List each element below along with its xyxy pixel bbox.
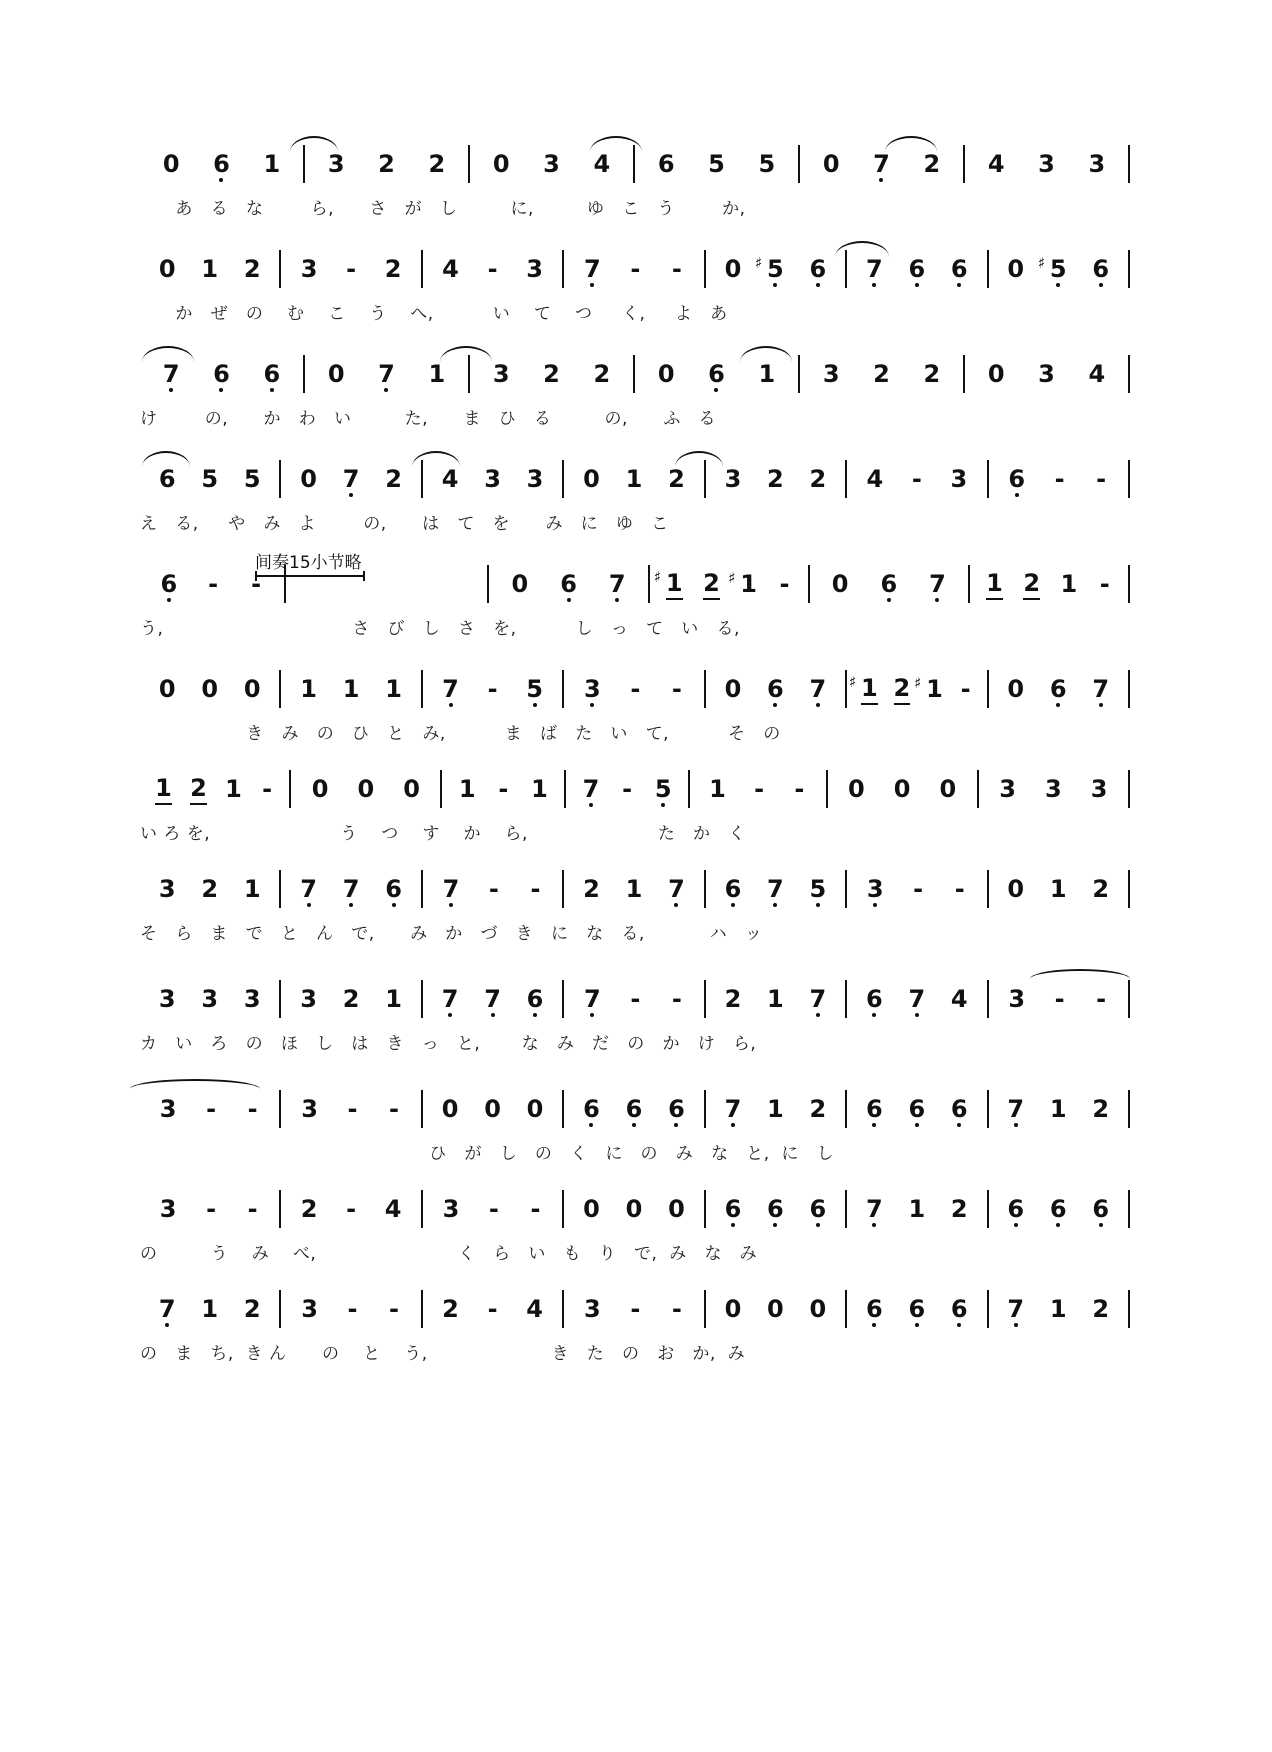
note: - [251,570,262,598]
note: - [913,875,924,903]
note: 7 [162,360,180,388]
note: 6 [950,255,968,283]
note: 0 [1007,875,1025,903]
note: 6 [560,570,577,598]
slur [142,451,190,467]
note: 3 [301,1095,318,1123]
note: - [530,1195,541,1223]
note: 5 [758,150,776,178]
note: 7 [608,570,626,598]
lyrics-line: か ぜ の む こ う へ, い て つ く, よ あ [140,303,728,324]
note: 6 [583,1095,600,1123]
note: 5 [526,675,543,703]
note: 6 [724,1195,742,1223]
note: 1 [201,255,219,283]
note: 2 [1092,1095,1110,1123]
note: ♯ 1 [926,674,943,704]
note: 2 [583,875,600,903]
note: 7 [1007,1295,1025,1323]
note: 2 [543,360,560,388]
note: 3 [484,465,501,493]
score-system-9 [140,975,1130,1065]
note: 4 [987,150,1005,178]
note: 6 [213,360,230,388]
note: - [487,1295,498,1323]
note: 2 [724,985,742,1013]
slur [740,346,792,362]
note: 1 [1049,875,1067,903]
note: 3 [866,875,884,903]
lyrics-line: カ い ろ の ほ し は き っ と, な み だ の か け ら, [140,1033,757,1054]
note: 0 [583,465,600,493]
notes-row [140,1285,1130,1333]
note: 1 [385,675,402,703]
note: 1 [758,360,776,388]
note: ♯ 1 [740,569,757,599]
note: 3 [492,360,510,388]
note: 3 [584,1295,601,1323]
notes-row [140,975,1130,1023]
note: - [262,775,273,803]
note: 1 [625,465,643,493]
note: - [630,255,641,283]
note: 0 [162,150,180,178]
note: 6 [809,255,827,283]
note: 3 [526,465,544,493]
note: 6 [213,150,230,178]
note: 7 [442,675,459,703]
note: 6 [767,1195,784,1223]
note: 7 [342,875,360,903]
note: 2 [342,985,360,1013]
note: 0 [492,150,510,178]
note: 2 [442,1295,459,1323]
note: 2 [190,773,207,805]
note: 0 [311,775,329,803]
note: 1 [986,568,1003,600]
note: 1 [767,985,784,1013]
note: 2 [950,1195,968,1223]
note: 1 [201,1295,219,1323]
note: 4 [950,985,968,1013]
score-system-8 [140,865,1130,955]
note: 1 [243,875,261,903]
slur [590,136,642,152]
slur [885,136,937,152]
note: 2 [809,465,827,493]
note: 6 [809,1195,827,1223]
note: 0 [625,1195,643,1223]
note: 3 [950,465,968,493]
note: 0 [441,1095,459,1123]
note: 6 [908,1095,926,1123]
note: 1 [155,773,172,805]
slur [290,136,338,152]
lyrics-line: き み の ひ と み, ま ば た い て, そ の [140,723,781,744]
note: - [754,775,765,803]
note: 0 [300,465,317,493]
note: 6 [865,985,883,1013]
note: - [1054,465,1065,493]
note: - [954,875,965,903]
notes-row [140,245,1130,293]
note: ♯ 1 [861,673,878,705]
note: 3 [1038,360,1055,388]
note: 6 [1049,1195,1067,1223]
note: 6 [767,675,784,703]
note: 4 [1088,360,1106,388]
note: 0 [1007,255,1025,283]
note: 6 [1092,255,1110,283]
note: - [346,1195,357,1223]
note: 6 [950,1095,968,1123]
note: 3 [543,150,560,178]
note: - [630,1295,641,1323]
note: 2 [668,465,685,493]
note: - [671,675,682,703]
note: - [247,1195,258,1223]
note: 7 [865,1195,883,1223]
note: 2 [384,255,402,283]
note: 5 [654,775,672,803]
note: 7 [442,875,460,903]
note: ♯ 5 [767,254,784,284]
note: 6 [1007,1195,1025,1223]
note: 7 [908,985,926,1013]
note: 4 [593,150,611,178]
note: 2 [1023,568,1040,600]
notes-row [140,350,1130,398]
lyrics-line: の ま ち, き ん の と う, き た の お か, み [140,1343,746,1364]
note: - [389,1095,400,1123]
note: 0 [403,775,420,803]
note: 0 [158,255,176,283]
note: 3 [301,1295,318,1323]
note: 6 [950,1295,968,1323]
note: 6 [724,875,742,903]
note: 0 [893,775,911,803]
note: 1 [458,775,476,803]
note: 3 [327,150,345,178]
note: 6 [263,360,281,388]
note: 1 [1049,1095,1067,1123]
note: 3 [300,985,317,1013]
note: 0 [484,1095,501,1123]
note: 5 [201,465,219,493]
note: 7 [342,465,360,493]
slur [440,346,492,362]
note: 3 [159,1195,177,1223]
note: - [347,1295,358,1323]
score-system-3 [140,350,1130,440]
note: 0 [243,675,261,703]
note: - [1099,570,1110,598]
note: 6 [1092,1195,1110,1223]
score-system-11 [140,1185,1130,1275]
note: - [346,255,357,283]
note: - [247,1095,258,1123]
note: 7 [582,775,600,803]
note: - [487,675,498,703]
note: 2 [873,360,890,388]
note: 1 [531,775,548,803]
note: 6 [625,1095,643,1123]
notes-row [140,765,1130,813]
note: 0 [357,775,375,803]
note: 6 [880,570,898,598]
note: 6 [158,465,176,493]
note: 7 [873,150,890,178]
note: 6 [668,1095,685,1123]
note: - [630,985,641,1013]
note: 0 [987,360,1005,388]
lyrics-line: え る, や み よ の, は て を み に ゆ こ [140,513,669,534]
note: - [671,1295,682,1323]
notes-row [140,865,1130,913]
note: 2 [767,465,784,493]
note: 0 [526,1095,544,1123]
note: 7 [584,255,601,283]
note: 3 [201,985,219,1013]
note: 7 [865,255,883,283]
slur [142,346,194,362]
note: - [960,675,971,703]
lyrics-line: の う み べ, く ら い も り で, み な み [140,1243,758,1264]
note: 3 [724,465,742,493]
note: 3 [243,985,261,1013]
note: 2 [923,150,941,178]
note: 3 [526,255,543,283]
note: 6 [865,1295,883,1323]
note: 1 [908,1195,926,1223]
note: - [622,775,633,803]
note: 7 [300,875,317,903]
note: 0 [511,570,529,598]
note: 0 [668,1195,685,1223]
note: 1 [428,360,446,388]
note: 2 [894,673,911,705]
note: 3 [159,1095,177,1123]
note: 0 [831,570,849,598]
note: 3 [300,255,318,283]
note: 0 [848,775,865,803]
note: 2 [243,255,261,283]
note: 1 [767,1095,784,1123]
note: - [488,1195,499,1223]
slur [675,451,723,467]
lyrics-line: う, さ び し さ を, し っ て い る, [140,618,740,639]
note: - [488,875,499,903]
note: - [206,1095,217,1123]
note: 1 [1049,1295,1067,1323]
note: - [671,255,682,283]
score-system-2 [140,245,1130,335]
note: 1 [263,150,281,178]
note: 3 [1088,150,1106,178]
score-system-4 [140,455,1130,545]
note: - [389,1295,400,1323]
slur [412,451,460,467]
score-system-6 [140,665,1130,755]
notes-row [140,1185,1130,1233]
note: - [487,255,498,283]
note: 7 [767,875,784,903]
note: - [1096,985,1107,1013]
note: 0 [724,255,742,283]
note: 3 [584,675,601,703]
note: 1 [342,675,360,703]
note: 2 [300,1195,318,1223]
note: 6 [908,255,926,283]
note: 3 [1008,985,1026,1013]
note: 4 [442,255,459,283]
note: 4 [866,465,884,493]
slur [835,241,889,257]
lyrics-line: い ろ を, う つ す か ら, た か く [140,823,746,844]
note: 4 [384,1195,402,1223]
notes-row [140,455,1130,503]
score-system-1 [140,140,1130,230]
note: 0 [939,775,957,803]
note: 1 [709,775,726,803]
note: 0 [657,360,675,388]
note: 1 [385,985,402,1013]
note: 6 [708,360,725,388]
note: 6 [1049,675,1067,703]
note: 0 [767,1295,784,1323]
note: 7 [724,1095,742,1123]
note: 6 [385,875,402,903]
note: 3 [999,775,1016,803]
note: 2 [428,150,446,178]
score-system-12 [140,1285,1130,1375]
note: - [794,775,805,803]
note: 6 [865,1095,883,1123]
lyrics-line: ひ が し の く に の み な と, に し [140,1143,835,1164]
note: 1 [225,775,242,803]
note: 4 [526,1295,543,1323]
note: 3 [442,1195,460,1223]
tie [1030,969,1130,979]
note: - [206,1195,217,1223]
note: 0 [724,1295,742,1323]
note: 2 [703,568,720,600]
note: 1 [300,675,317,703]
note: 2 [378,150,395,178]
notes-row [140,1085,1130,1133]
note: 6 [657,150,675,178]
note: 2 [923,360,941,388]
interlude-marker [255,548,365,577]
note: 3 [158,875,176,903]
note: 7 [378,360,395,388]
note: - [208,570,219,598]
note: - [498,775,509,803]
note: 3 [1090,775,1108,803]
note: - [911,465,922,493]
note: 5 [708,150,725,178]
note: 0 [583,1195,600,1223]
lyrics-line: け の, か わ い た, ま ひ る の, ふ る [140,408,717,429]
interlude-bracket [255,575,365,577]
note: 6 [526,985,544,1013]
note: 0 [822,150,840,178]
note: 0 [1007,675,1025,703]
note: 6 [908,1295,926,1323]
score-system-7 [140,765,1130,855]
note: 2 [593,360,611,388]
score-system-10 [140,1085,1130,1175]
note: 6 [160,570,178,598]
note: - [671,985,682,1013]
note: 7 [809,985,827,1013]
note: 1 [625,875,643,903]
note: 3 [158,985,176,1013]
note: 0 [327,360,345,388]
note: 7 [809,675,827,703]
note: 7 [158,1295,176,1323]
note: ♯ 5 [1050,254,1067,284]
note: 2 [809,1095,827,1123]
note: 0 [201,675,219,703]
note: - [530,875,541,903]
note: 7 [484,985,501,1013]
lyrics-line: そ ら ま で と ん で, み か づ き に な る, ハ ッ [140,923,763,944]
note: 2 [201,875,219,903]
note: 7 [1007,1095,1025,1123]
note: 0 [809,1295,827,1323]
note: 5 [809,875,827,903]
tie [130,1079,260,1089]
note: - [630,675,641,703]
note: 7 [929,570,946,598]
note: 5 [243,465,261,493]
note: 2 [243,1295,261,1323]
note: 0 [724,675,742,703]
note: 1 [1060,570,1078,598]
note: - [347,1095,358,1123]
note: 0 [158,675,176,703]
note: ♯ 1 [666,568,683,600]
lyrics-line: あ る な ら, さ が し に, ゆ こ う か, [140,198,746,219]
score-system-5 [140,553,1130,650]
note: - [1096,465,1107,493]
note: 3 [1045,775,1062,803]
note: 2 [1092,1295,1110,1323]
note: 7 [668,875,685,903]
note: 3 [1038,150,1055,178]
note: 4 [441,465,459,493]
note: 7 [441,985,459,1013]
note: 6 [1008,465,1026,493]
note: 2 [385,465,402,493]
note: 7 [584,985,601,1013]
interlude-text: 间奏15小节略 [255,553,362,573]
note: - [779,570,790,598]
notes-row [140,665,1130,713]
note: 3 [822,360,840,388]
note: - [1054,985,1065,1013]
note: 2 [1092,875,1110,903]
note: 7 [1092,675,1110,703]
